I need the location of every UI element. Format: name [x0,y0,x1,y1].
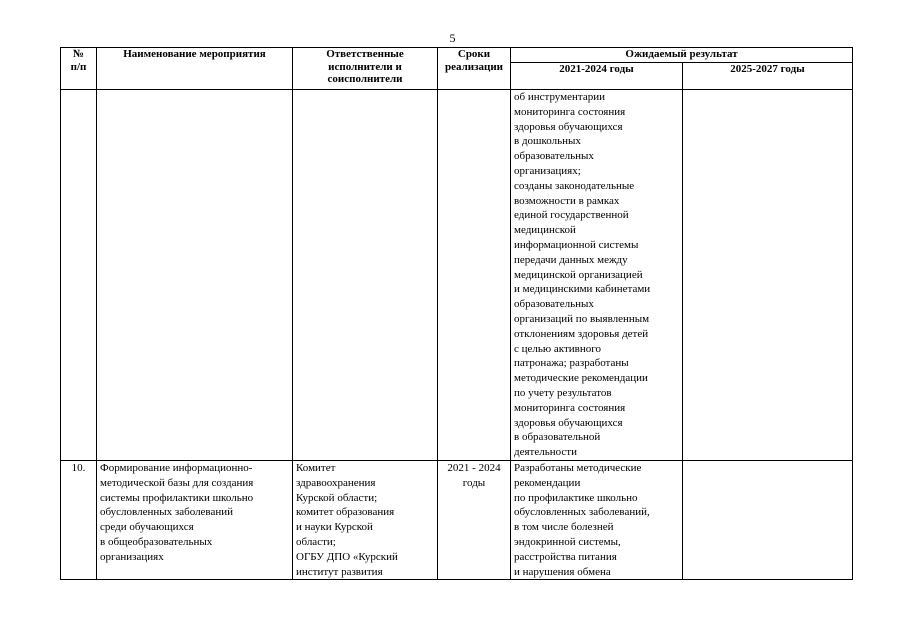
cell-responsible: Комитет здравоохранения Курской области; комитет образования и науки Курской области; ОГБУ ДПО «Курский институт развития [293,460,438,579]
header-name: Наименование мероприятия [97,48,293,90]
header-period-2021-2024: 2021-2024 годы [511,63,683,90]
header-expected-result: Ожидаемый результат [511,48,853,63]
header-responsible: Ответственные исполнители и соисполнители [293,48,438,90]
table-header-row [61,48,853,63]
page-number: 5 [449,31,456,45]
action-plan-table [60,47,853,580]
cell-responsible [293,90,438,461]
cell-result-2021-2024: об инструментарии мониторинга состояния здоровья обучающихся в дошкольных образовательных организациях; созданы законодательные возможности в рамках единой государственной медицинской информационной системы передачи данных между медицинской организацией и медицинскими кабинетами образовательных организаций по выявленным отклонениям здоровья детей с целью активного патронажа; разработаны методические рекомендации по учету результатов мониторинга состояния здоровья обучающихся в образовательной деятельности [511,90,683,461]
cell-result-2025-2027 [683,90,853,461]
cell-name [97,90,293,461]
cell-terms [438,90,511,461]
header-terms: Сроки реализации [438,48,511,90]
cell-result-2021-2024: Разработаны методические рекомендации по профилактике школьно обусловленных заболеваний, в том числе болезней эндокринной системы, расстройства питания и нарушения обмена [511,460,683,579]
table-row [61,460,853,579]
table-row [61,90,853,461]
cell-num [61,90,97,461]
cell-num: 10. [61,460,97,579]
header-period-2025-2027: 2025-2027 годы [683,63,853,90]
cell-result-2025-2027 [683,460,853,579]
cell-terms: 2021 - 2024 годы [438,460,511,579]
header-num: № п/п [61,48,97,90]
cell-name: Формирование информационно- методической базы для создания системы профилактики школьно обусловленных заболеваний среди обучающихся в общеобразовательных организациях [97,460,293,579]
